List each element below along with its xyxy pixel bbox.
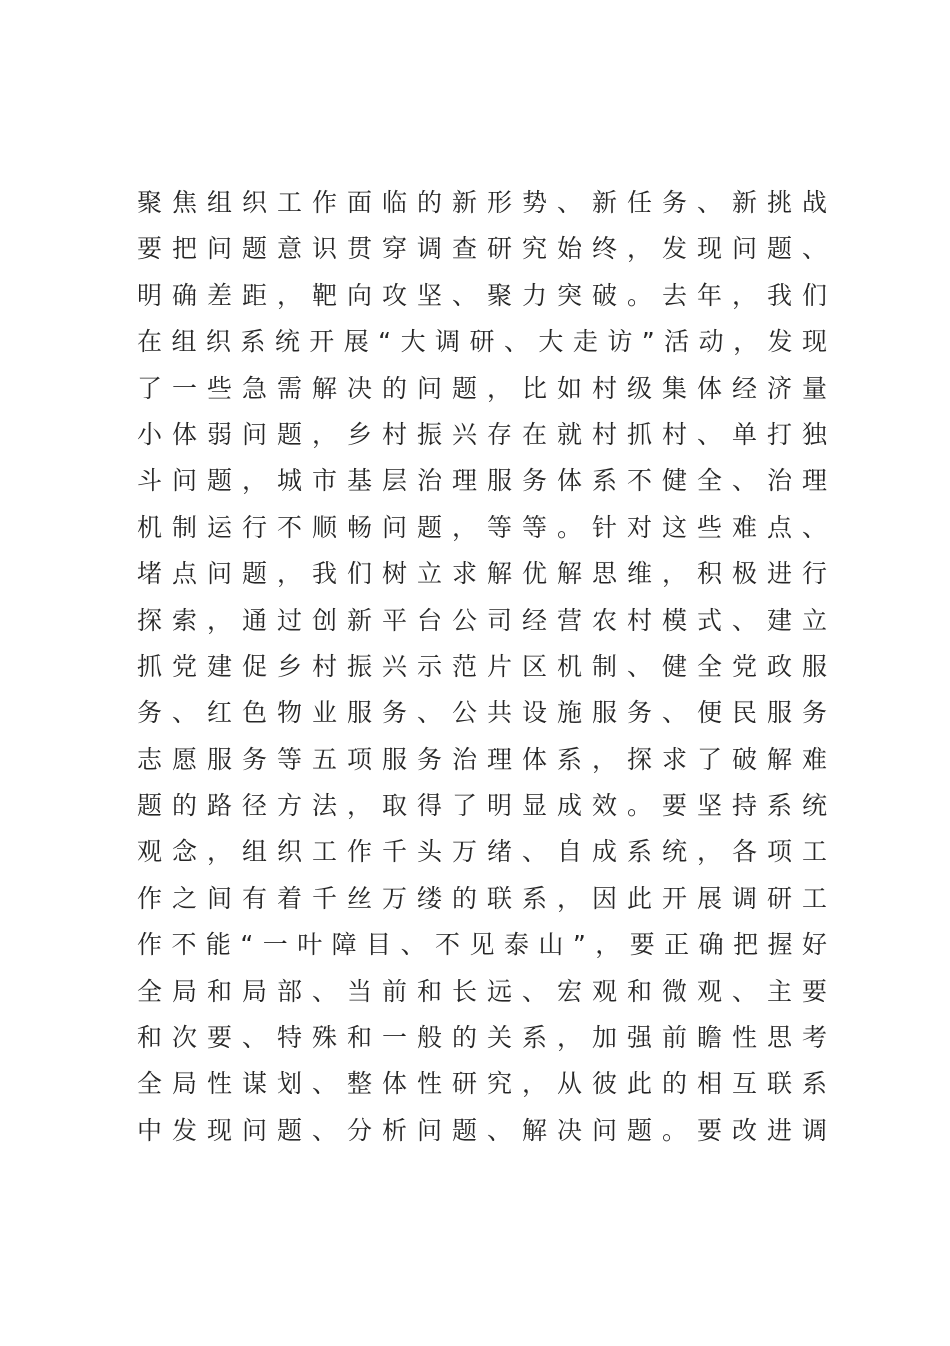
text-line: 中发现问题、分析问题、解决问题。要改进调 xyxy=(137,1115,827,1145)
body-paragraph xyxy=(137,180,827,1154)
text-line: 探索，通过创新平台公司经营农村模式、建立 xyxy=(137,605,827,635)
text-line: 题的路径方法，取得了明显成效。要坚持系统 xyxy=(137,791,827,821)
text-line: 抓党建促乡村振兴示范片区机制、健全党政服 xyxy=(137,651,827,681)
text-line: 了一些急需解决的问题，比如村级集体经济量 xyxy=(137,373,827,403)
text-line: 作之间有着千丝万缕的联系，因此开展调研工 xyxy=(137,883,827,913)
text-line: 明确差距，靶向攻坚、聚力突破。去年，我们 xyxy=(137,280,827,310)
text-line: 志愿服务等五项服务治理体系，探求了破解难 xyxy=(137,744,827,774)
text-line: 聚焦组织工作面临的新形势、新任务、新挑战 xyxy=(137,188,827,217)
text-line: 和次要、特殊和一般的关系，加强前瞻性思考 xyxy=(137,1023,827,1053)
text-line: 在组织系统开展“大调研、大走访”活动，发现 xyxy=(137,327,827,357)
text-line: 要把问题意识贯穿调查研究始终，发现问题、 xyxy=(137,234,827,264)
text-line: 作不能“一叶障目、不见泰山”，要正确把握好 xyxy=(137,930,827,960)
text-line: 堵点问题，我们树立求解优解思维，积极进行 xyxy=(137,559,827,589)
text-line: 全局和局部、当前和长远、宏观和微观、主要 xyxy=(137,976,827,1006)
text-line: 小体弱问题，乡村振兴存在就村抓村、单打独 xyxy=(137,419,827,449)
text-line: 务、红色物业服务、公共设施服务、便民服务 xyxy=(137,698,827,728)
text-line: 全局性谋划、整体性研究，从彼此的相互联系 xyxy=(137,1069,827,1099)
text-line: 观念，组织工作千头万绪、自成系统，各项工 xyxy=(137,837,827,867)
text-line: 斗问题，城市基层治理服务体系不健全、治理 xyxy=(137,466,827,496)
text-line: 机制运行不顺畅问题，等等。针对这些难点、 xyxy=(137,512,827,542)
